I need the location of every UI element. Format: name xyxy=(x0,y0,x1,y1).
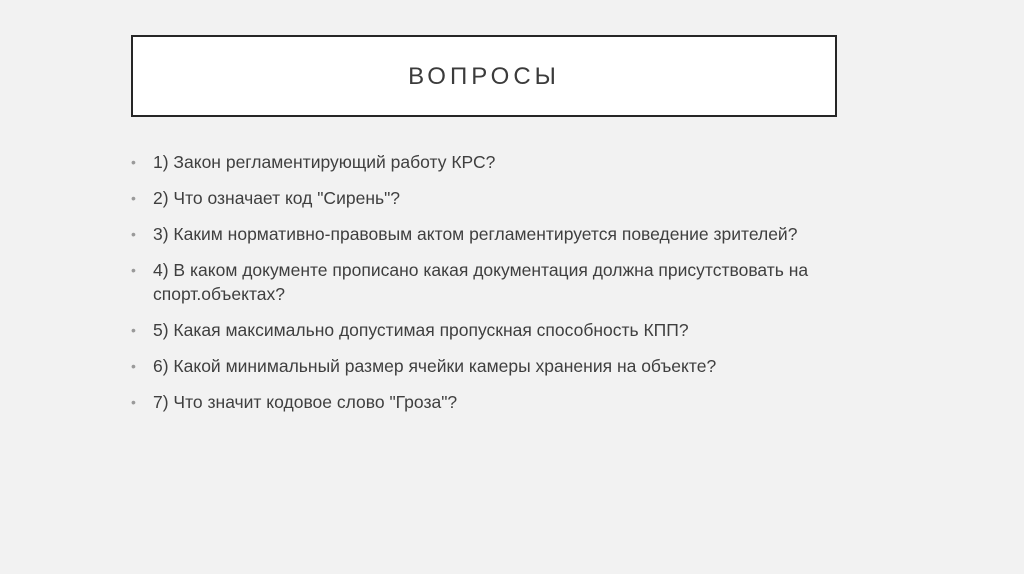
list-item xyxy=(131,390,811,414)
list-item xyxy=(131,186,811,210)
list-item xyxy=(131,222,811,246)
question-text: 5) Какая максимально допустимая пропускная способность КПП? xyxy=(153,320,689,340)
list-item xyxy=(131,150,811,174)
question-text: 7) Что значит кодовое слово "Гроза"? xyxy=(153,392,458,412)
title-box xyxy=(131,35,837,117)
bullet-icon: • xyxy=(131,358,136,374)
question-text: 6) Какой минимальный размер ячейки камеры хранения на объекте? xyxy=(153,356,717,376)
question-text: 1) Закон регламентирующий работу КРС? xyxy=(153,152,496,172)
question-text: 3) Каким нормативно-правовым актом регламентируется поведение зрителей? xyxy=(153,224,798,244)
list-item xyxy=(131,258,811,306)
bullet-icon: • xyxy=(131,262,136,278)
list-item xyxy=(131,354,811,378)
bullet-icon: • xyxy=(131,154,136,170)
bullet-icon: • xyxy=(131,394,136,410)
bullet-icon: • xyxy=(131,226,136,242)
question-text: 4) В каком документе прописано какая документация должна присутствовать на спорт.объектах? xyxy=(153,260,809,304)
question-list xyxy=(131,150,811,426)
bullet-icon: • xyxy=(131,322,136,338)
question-text: 2) Что означает код "Сирень"? xyxy=(153,188,401,208)
list-item xyxy=(131,318,811,342)
slide-title: ВОПРОСЫ xyxy=(408,63,560,90)
bullet-icon: • xyxy=(131,190,136,206)
